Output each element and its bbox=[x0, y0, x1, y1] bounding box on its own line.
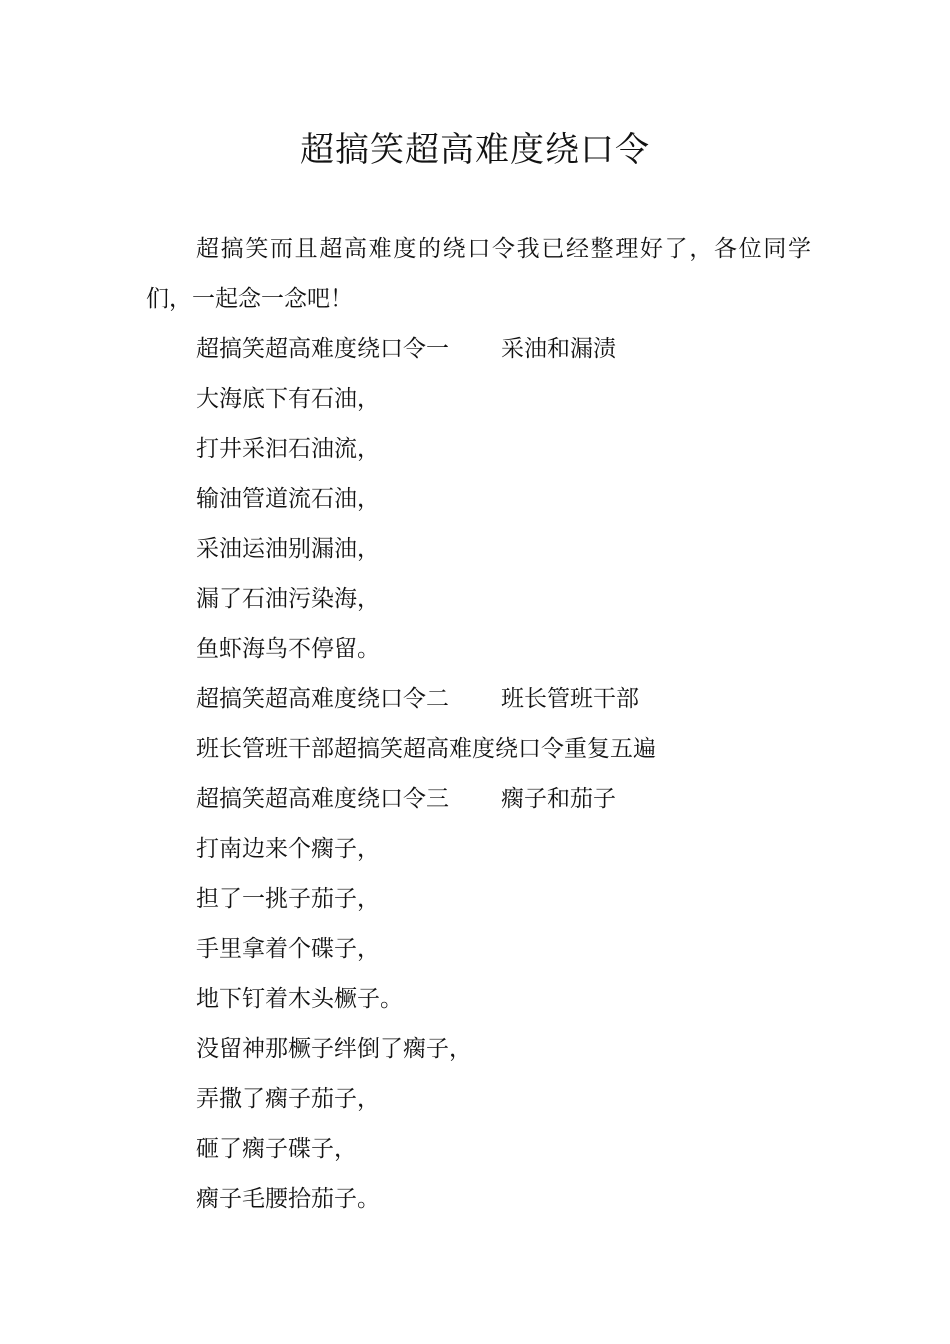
verse-line: 瘸子毛腰拾茄子。 bbox=[196, 1186, 380, 1212]
verse-line: 打井采汩石油流， bbox=[196, 436, 380, 462]
section-3-title: 超搞笑超高难度绕口令三 bbox=[196, 786, 449, 812]
intro-paragraph: 超搞笑而且超高难度的绕口令我已经整理好了，各位同学们，一起念一念吧！ bbox=[146, 236, 811, 312]
section-2-subtitle: 班长管班干部 bbox=[501, 686, 639, 712]
document-title: 超搞笑超高难度绕口令 bbox=[300, 130, 650, 170]
verse-line: 担了一挑子茄子， bbox=[196, 886, 380, 912]
verse-line: 大海底下有石油， bbox=[196, 386, 380, 412]
verse-line: 弄撒了瘸子茄子， bbox=[196, 1086, 380, 1112]
section-3-heading bbox=[146, 774, 811, 824]
section-1-title: 超搞笑超高难度绕口令一 bbox=[196, 336, 449, 362]
section-3-subtitle: 瘸子和茄子 bbox=[501, 786, 616, 812]
section-1-heading bbox=[146, 324, 811, 374]
verse-line: 班长管班干部超搞笑超高难度绕口令重复五遍 bbox=[196, 736, 656, 762]
verse-line: 漏了石油污染海， bbox=[196, 586, 380, 612]
verse-line: 打南边来个瘸子， bbox=[196, 836, 380, 862]
section-2-heading bbox=[146, 674, 811, 724]
verse-line: 没留神那橛子绊倒了瘸子， bbox=[196, 1036, 472, 1062]
verse-line: 鱼虾海鸟不停留。 bbox=[196, 636, 380, 662]
verse-line: 地下钉着木头橛子。 bbox=[196, 986, 403, 1012]
section-2-title: 超搞笑超高难度绕口令二 bbox=[196, 686, 449, 712]
verse-line: 采油运油别漏油， bbox=[196, 536, 380, 562]
verse-line: 输油管道流石油， bbox=[196, 486, 380, 512]
verse-line: 手里拿着个碟子， bbox=[196, 936, 380, 962]
verse-line: 砸了瘸子碟子， bbox=[196, 1136, 357, 1162]
document-body bbox=[146, 224, 811, 1224]
section-1-subtitle: 采油和漏渍 bbox=[501, 336, 616, 362]
